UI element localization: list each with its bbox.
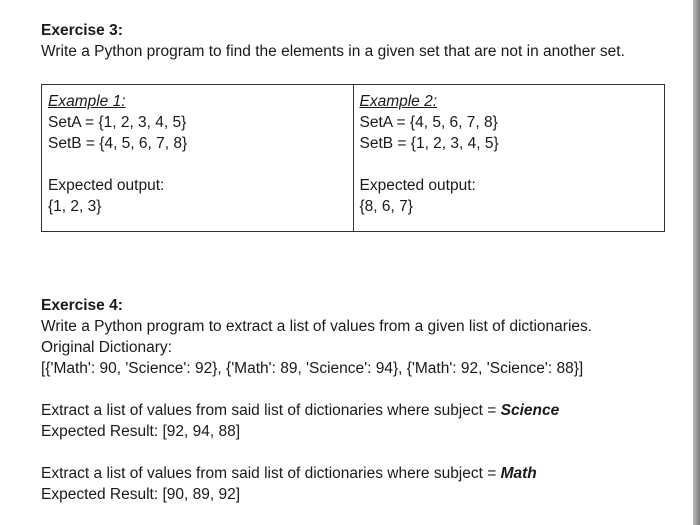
task-math-prefix: Extract a list of values from said list of dictionaries where subject = <box>41 465 501 482</box>
example-2-cell <box>353 85 665 231</box>
page-edge-shadow <box>693 0 700 525</box>
original-dictionary-value: [{'Math': 90, 'Science': 92}, {'Math': 89, 'Science': 94}, {'Math': 92, 'Science': 88}] <box>41 360 584 377</box>
task-math-subject: Math <box>500 465 537 482</box>
task-math <box>41 464 537 484</box>
exercise3-description: Write a Python program to find the elements in a given set that are not in another set. <box>41 43 625 60</box>
task-science-subject: Science <box>500 402 560 419</box>
original-dictionary-label: Original Dictionary: <box>41 339 172 356</box>
example-1-seta: SetA = {1, 2, 3, 4, 5} <box>48 114 187 131</box>
example-1-output-label: Expected output: <box>48 177 165 194</box>
example-2-seta: SetA = {4, 5, 6, 7, 8} <box>359 114 498 131</box>
example-2-output-label: Expected output: <box>359 177 476 194</box>
examples-table <box>41 84 665 232</box>
task-science-prefix: Extract a list of values from said list of dictionaries where subject = <box>41 402 501 419</box>
task-science <box>41 401 559 421</box>
task-math-result: Expected Result: [90, 89, 92] <box>41 486 241 503</box>
task-science-result: Expected Result: [92, 94, 88] <box>41 423 241 440</box>
exercise3-title: Exercise 3: <box>41 22 123 39</box>
exercise4-title: Exercise 4: <box>41 297 123 314</box>
example-2-heading: Example 2: <box>359 93 438 110</box>
example-1-heading: Example 1: <box>48 93 126 110</box>
example-2-setb: SetB = {1, 2, 3, 4, 5} <box>359 135 499 152</box>
example-1-setb: SetB = {4, 5, 6, 7, 8} <box>48 135 188 152</box>
exercise4-description: Write a Python program to extract a list of values from a given list of dictionaries. <box>41 318 593 335</box>
example-1-cell <box>42 85 353 231</box>
example-1-output-value: {1, 2, 3} <box>48 198 102 215</box>
example-2-output-value: {8, 6, 7} <box>359 198 413 215</box>
